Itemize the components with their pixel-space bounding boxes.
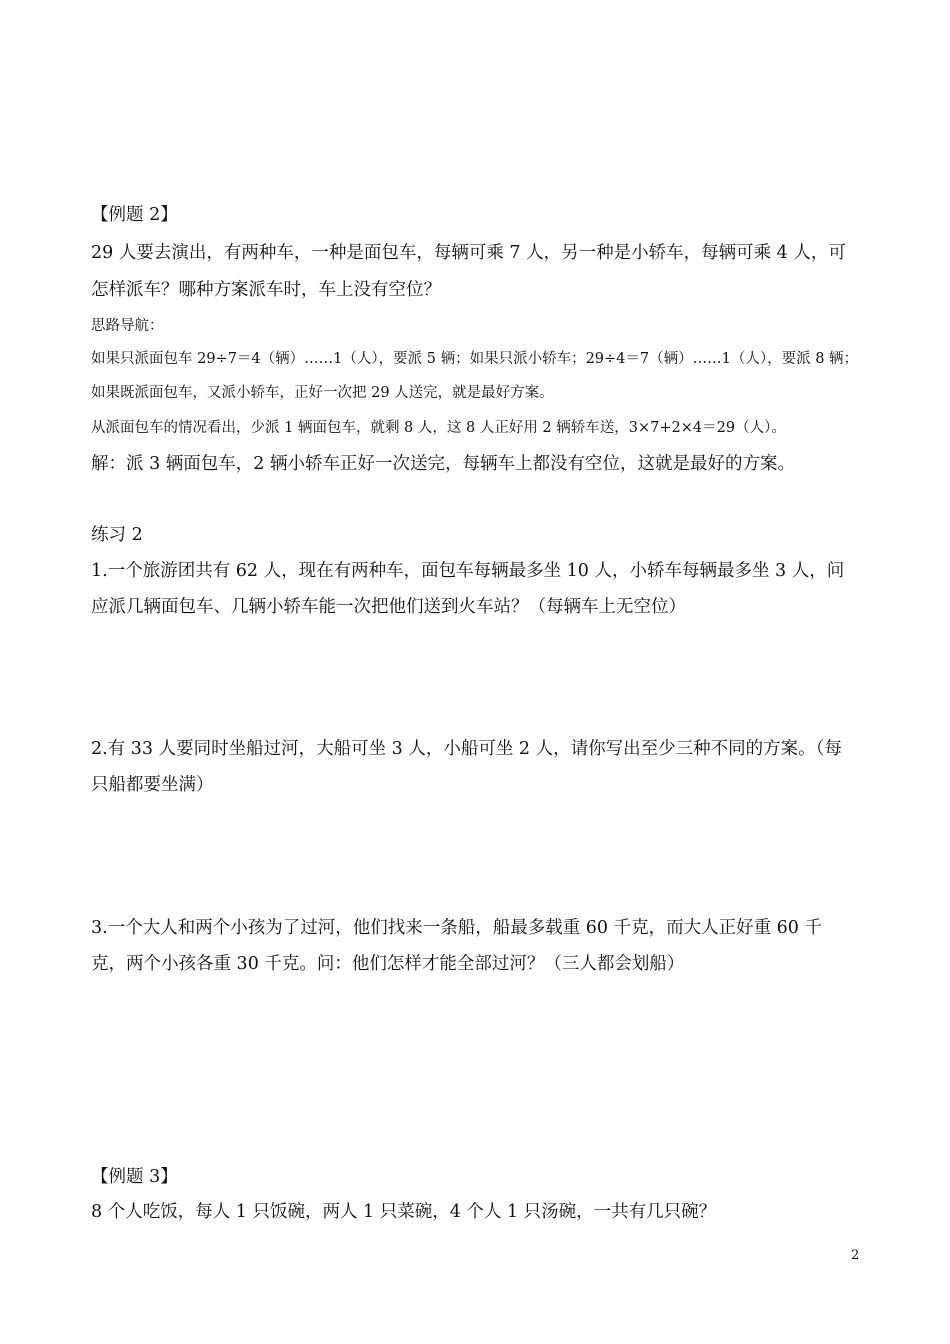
practice2-q1-line2: 应派几辆面包车、几辆小轿车能一次把他们送到火车站？（每辆车上无空位） xyxy=(91,597,686,617)
example3-problem-line1: 8 个人吃饭，每人 1 只饭碗，两人 1 只菜碗，4 个人 1 只汤碗，一共有几只碗？ xyxy=(91,1202,717,1222)
example2-problem-line2: 怎样派车？哪种方案派车时，车上没有空位？ xyxy=(91,280,441,300)
practice2-q3-line1: 3.一个大人和两个小孩为了过河，他们找来一条船，船最多载重 60 千克，而大人正好重 60 千 xyxy=(91,918,822,938)
example2-heading: 【例题 2】 xyxy=(91,205,178,225)
hint-line3: 从派面包车的情况看出，少派 1 辆面包车，就剩 8 人，这 8 人正好用 2 辆轿车送，3×7+2×4＝29（人）。 xyxy=(91,420,786,436)
hint-line1: 如果只派面包车 29÷7＝4（辆）……1（人），要派 5 辆；如果只派小轿车；29÷4＝7（辆）……1（人），要派 8 辆； xyxy=(91,351,859,367)
example3-heading: 【例题 3】 xyxy=(91,1167,178,1187)
practice2-heading: 练习 2 xyxy=(91,525,143,545)
hint-line2: 如果既派面包车，又派小轿车，正好一次把 29 人送完，就是最好方案。 xyxy=(91,385,554,401)
hint-label: 思路导航： xyxy=(91,318,164,334)
practice2-q2-line2: 只船都要坐满） xyxy=(91,775,214,795)
practice2-q1-line1: 1.一个旅游团共有 62 人，现在有两种车，面包车每辆最多坐 10 人，小轿车每辆最多坐 3 人，问 xyxy=(91,561,845,581)
example2-solution: 解：派 3 辆面包车，2 辆小轿车正好一次送完，每辆车上都没有空位，这就是最好的方案。 xyxy=(91,454,795,474)
practice2-q2-line1: 2.有 33 人要同时坐船过河，大船可坐 3 人，小船可坐 2 人，请你写出至少三种不同的方案。（每 xyxy=(91,739,842,759)
example2-problem-line1: 29 人要去演出，有两种车，一种是面包车，每辆可乘 7 人，另一种是小轿车，每辆可乘 4 人，可 xyxy=(91,243,846,263)
practice2-q3-line2: 克，两个小孩各重 30 千克。问：他们怎样才能全部过河？（三人都会划船） xyxy=(91,954,685,974)
page-number: 2 xyxy=(851,1248,860,1263)
